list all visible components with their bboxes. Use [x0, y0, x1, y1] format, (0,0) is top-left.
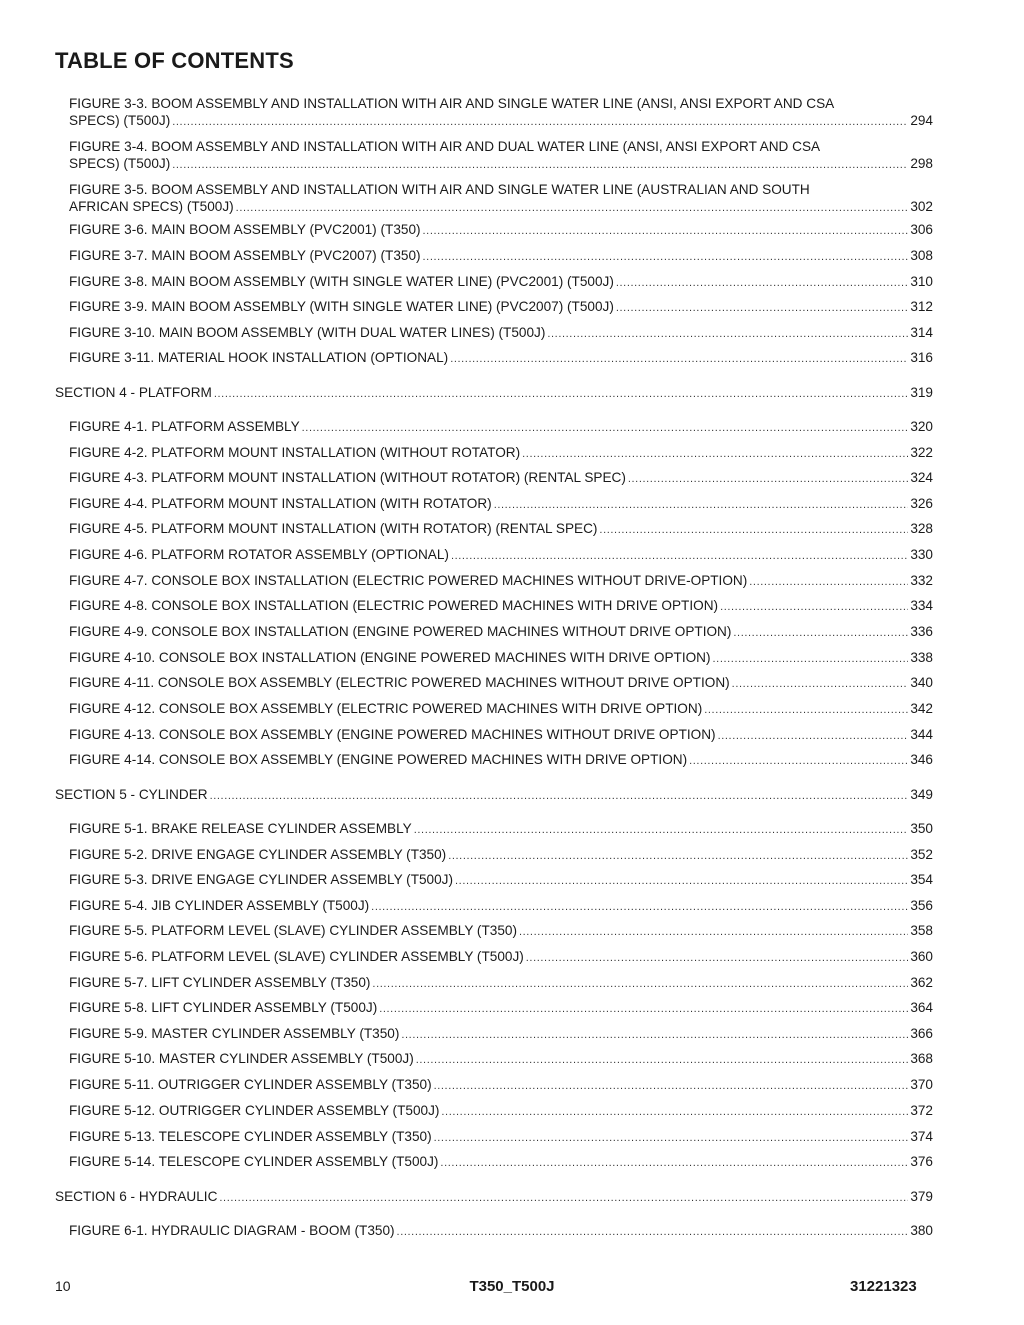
toc-figure-entry[interactable]: [69, 674, 933, 693]
toc-entry-title: FIGURE 4-10. CONSOLE BOX INSTALLATION (ENGINE POWERED MACHINES WITH DRIVE OPTION): [69, 650, 711, 665]
dot-leader: [440, 1153, 908, 1172]
toc-figure-entry[interactable]: [69, 1050, 933, 1069]
toc-figure-entry[interactable]: [69, 1102, 933, 1121]
toc-entry-title: FIGURE 5-8. LIFT CYLINDER ASSEMBLY (T500J): [69, 1000, 378, 1015]
toc-entry-title: FIGURE 4-7. CONSOLE BOX INSTALLATION (ELECTRIC POWERED MACHINES WITHOUT DRIVE-OPTION): [69, 573, 748, 588]
toc-entry-title: FIGURE 5-13. TELESCOPE CYLINDER ASSEMBLY (T350): [69, 1129, 432, 1144]
toc-figure-entry[interactable]: [69, 974, 933, 993]
toc-entry-page: 366: [910, 1026, 933, 1041]
toc-entry-page: 368: [910, 1051, 933, 1066]
toc-figure-entry[interactable]: [69, 820, 933, 839]
toc-figure-entry[interactable]: [69, 469, 933, 488]
toc-entry-title: FIGURE 3-11. MATERIAL HOOK INSTALLATION (OPTIONAL): [69, 350, 449, 365]
toc-entry-title: FIGURE 4-12. CONSOLE BOX ASSEMBLY (ELECTRIC POWERED MACHINES WITH DRIVE OPTION): [69, 701, 703, 716]
dot-leader: [372, 974, 908, 993]
dot-leader: [416, 1050, 909, 1069]
toc-entry-page: 372: [910, 1103, 933, 1118]
dot-leader: [172, 155, 908, 174]
toc-entry-page: 374: [910, 1129, 933, 1144]
dot-leader: [526, 948, 909, 967]
toc-entry-title: FIGURE 4-9. CONSOLE BOX INSTALLATION (ENGINE POWERED MACHINES WITHOUT DRIVE OPTION): [69, 624, 732, 639]
toc-entry-page: 310: [910, 274, 933, 289]
dot-leader: [448, 846, 908, 865]
toc-entry-title-line: FIGURE 3-5. BOOM ASSEMBLY AND INSTALLATION WITH AIR AND SINGLE WATER LINE (AUSTRALIAN AND SOUTH: [69, 182, 810, 197]
toc-figure-entry[interactable]: [69, 700, 933, 719]
toc-entry-title: SECTION 6 - HYDRAULIC: [55, 1189, 218, 1204]
toc-entry-title: FIGURE 5-7. LIFT CYLINDER ASSEMBLY (T350): [69, 975, 371, 990]
toc-entry-page: 320: [910, 419, 933, 434]
toc-entry-page: 346: [910, 752, 933, 767]
toc-entry-page: 316: [910, 350, 933, 365]
toc-entry-page: 332: [910, 573, 933, 588]
toc-figure-entry[interactable]: [69, 999, 933, 1018]
toc-figure-entry[interactable]: [69, 1025, 933, 1044]
toc-figure-entry[interactable]: [69, 138, 933, 174]
toc-figure-entry[interactable]: [69, 444, 933, 463]
toc-entry-title: FIGURE 5-11. OUTRIGGER CYLINDER ASSEMBLY (T350): [69, 1077, 432, 1092]
toc-entry-page: 319: [910, 385, 933, 400]
toc-entry-title: FIGURE 5-6. PLATFORM LEVEL (SLAVE) CYLINDER ASSEMBLY (T500J): [69, 949, 524, 964]
toc-entry-page: 308: [910, 248, 933, 263]
toc-entry-page: 380: [910, 1223, 933, 1238]
toc-figure-entry[interactable]: [69, 649, 933, 668]
toc-figure-entry[interactable]: [69, 1076, 933, 1095]
toc-entry-title: FIGURE 4-13. CONSOLE BOX ASSEMBLY (ENGINE POWERED MACHINES WITHOUT DRIVE OPTION): [69, 727, 716, 742]
dot-leader: [210, 786, 909, 805]
toc-entry-title-line: FIGURE 3-4. BOOM ASSEMBLY AND INSTALLATION WITH AIR AND DUAL WATER LINE (ANSI, ANSI EXPORT AND CSA: [69, 139, 821, 154]
toc-entry-title: FIGURE 4-1. PLATFORM ASSEMBLY: [69, 419, 300, 434]
footer-page-number: 10: [55, 1278, 71, 1294]
toc-entry-page: 376: [910, 1154, 933, 1169]
toc-figure-entry[interactable]: [69, 726, 933, 745]
toc-entry-title: FIGURE 5-4. JIB CYLINDER ASSEMBLY (T500J): [69, 898, 370, 913]
toc-entry-title: FIGURE 3-9. MAIN BOOM ASSEMBLY (WITH SINGLE WATER LINE) (PVC2007) (T500J): [69, 299, 614, 314]
toc-figure-entry[interactable]: [69, 324, 933, 343]
footer-doc-number: 31221323: [850, 1278, 917, 1295]
toc-entry-title: FIGURE 4-14. CONSOLE BOX ASSEMBLY (ENGINE POWERED MACHINES WITH DRIVE OPTION): [69, 752, 688, 767]
toc-figure-entry[interactable]: [69, 273, 933, 292]
toc-figure-entry[interactable]: [69, 897, 933, 916]
dot-leader: [414, 820, 909, 839]
dot-leader: [371, 897, 908, 916]
toc-figure-entry[interactable]: [69, 597, 933, 616]
toc-entry-page: 330: [910, 547, 933, 562]
toc-entry-page: 344: [910, 727, 933, 742]
toc-entry-page: 379: [910, 1189, 933, 1204]
toc-entry-title: FIGURE 5-12. OUTRIGGER CYLINDER ASSEMBLY (T500J): [69, 1103, 440, 1118]
toc-figure-entry[interactable]: [69, 546, 933, 565]
dot-leader: [172, 112, 908, 131]
toc-figure-entry[interactable]: [69, 846, 933, 865]
dot-leader: [522, 444, 908, 463]
dot-leader: [302, 418, 909, 437]
toc-figure-entry[interactable]: [69, 572, 933, 591]
dot-leader: [713, 649, 909, 668]
page-title: TABLE OF CONTENTS: [55, 48, 294, 73]
toc-entry-title: FIGURE 4-3. PLATFORM MOUNT INSTALLATION (WITHOUT ROTATOR) (RENTAL SPEC): [69, 470, 626, 485]
toc-entry-page: 352: [910, 847, 933, 862]
footer-model: T350_T500J: [469, 1278, 555, 1295]
toc-entry-title: SPECS) (T500J): [69, 156, 171, 171]
toc-figure-entry[interactable]: [69, 418, 933, 437]
toc-figure-entry[interactable]: [69, 298, 933, 317]
toc-entry-page: 356: [910, 898, 933, 913]
toc-figure-entry[interactable]: [69, 623, 933, 642]
dot-leader: [494, 495, 909, 514]
dot-leader: [423, 247, 909, 266]
dot-leader: [455, 871, 908, 890]
toc-figure-entry[interactable]: [69, 948, 933, 967]
dot-leader: [689, 751, 908, 770]
dot-leader: [547, 324, 908, 343]
toc-section-entry[interactable]: [55, 384, 933, 403]
toc-figure-entry[interactable]: [69, 1128, 933, 1147]
toc-entry-title: AFRICAN SPECS) (T500J): [69, 199, 234, 214]
toc-entry-title: FIGURE 5-1. BRAKE RELEASE CYLINDER ASSEMBLY: [69, 821, 412, 836]
dot-leader: [214, 384, 908, 403]
toc-entry-page: 340: [910, 675, 933, 690]
toc-entry-title: FIGURE 3-10. MAIN BOOM ASSEMBLY (WITH DUAL WATER LINES) (T500J): [69, 325, 546, 340]
toc-entry-page: 328: [910, 521, 933, 536]
toc-entry-title: FIGURE 3-7. MAIN BOOM ASSEMBLY (PVC2007) (T350): [69, 248, 421, 263]
dot-leader: [749, 572, 908, 591]
toc-entry-page: 362: [910, 975, 933, 990]
toc-figure-entry[interactable]: [69, 751, 933, 770]
toc-figure-entry[interactable]: [69, 520, 933, 539]
toc-entry-title: SECTION 4 - PLATFORM: [55, 385, 212, 400]
toc-entry-title: FIGURE 6-1. HYDRAULIC DIAGRAM - BOOM (T350): [69, 1223, 395, 1238]
toc-entry-page: 360: [910, 949, 933, 964]
toc-entry-title: FIGURE 5-14. TELESCOPE CYLINDER ASSEMBLY (T500J): [69, 1154, 439, 1169]
toc-entry-page: 349: [910, 787, 933, 802]
toc-figure-entry[interactable]: [69, 1153, 933, 1172]
dot-leader: [616, 298, 908, 317]
dot-leader: [718, 726, 909, 745]
dot-leader: [397, 1222, 909, 1241]
dot-leader: [423, 221, 909, 240]
dot-leader: [434, 1076, 909, 1095]
toc-entry-page: 354: [910, 872, 933, 887]
toc-entry-title-line: FIGURE 3-3. BOOM ASSEMBLY AND INSTALLATION WITH AIR AND SINGLE WATER LINE (ANSI, ANSI EXPORT AND CSA: [69, 96, 835, 111]
dot-leader: [451, 546, 908, 565]
toc-entry-title: FIGURE 4-4. PLATFORM MOUNT INSTALLATION (WITH ROTATOR): [69, 496, 492, 511]
dot-leader: [616, 273, 908, 292]
toc-figure-entry[interactable]: [69, 247, 933, 266]
toc-entry-page: 334: [910, 598, 933, 613]
toc-entry-title: FIGURE 4-8. CONSOLE BOX INSTALLATION (ELECTRIC POWERED MACHINES WITH DRIVE OPTION): [69, 598, 719, 613]
dot-leader: [720, 597, 908, 616]
toc-section-entry[interactable]: [55, 786, 933, 805]
dot-leader: [732, 674, 909, 693]
dot-leader: [219, 1188, 908, 1207]
toc-entry-page: 298: [910, 156, 933, 171]
dot-leader: [401, 1025, 908, 1044]
dot-leader: [434, 1128, 909, 1147]
toc-entry-page: 322: [910, 445, 933, 460]
toc-entry-page: 342: [910, 701, 933, 716]
toc-entry-page: 326: [910, 496, 933, 511]
toc-entry-title: SPECS) (T500J): [69, 113, 171, 128]
dot-leader: [379, 999, 908, 1018]
toc-entry-page: 294: [910, 113, 933, 128]
toc-entry-title: FIGURE 4-5. PLATFORM MOUNT INSTALLATION (WITH ROTATOR) (RENTAL SPEC): [69, 521, 598, 536]
toc-entry-page: 324: [910, 470, 933, 485]
toc-entry-title: FIGURE 5-2. DRIVE ENGAGE CYLINDER ASSEMBLY (T350): [69, 847, 447, 862]
dot-leader: [628, 469, 908, 488]
dot-leader: [704, 700, 908, 719]
toc-figure-entry[interactable]: [69, 95, 933, 131]
toc-entry-title: FIGURE 5-9. MASTER CYLINDER ASSEMBLY (T350): [69, 1026, 400, 1041]
toc-entry-title: FIGURE 4-11. CONSOLE BOX ASSEMBLY (ELECTRIC POWERED MACHINES WITHOUT DRIVE OPTION): [69, 675, 730, 690]
toc-entry-title: FIGURE 3-8. MAIN BOOM ASSEMBLY (WITH SINGLE WATER LINE) (PVC2001) (T500J): [69, 274, 614, 289]
toc-entry-page: 312: [910, 299, 933, 314]
toc-figure-entry[interactable]: [69, 221, 933, 240]
toc-entry-page: 370: [910, 1077, 933, 1092]
toc-entry-page: 314: [910, 325, 933, 340]
toc-entry-page: 338: [910, 650, 933, 665]
toc-figure-entry[interactable]: [69, 181, 933, 217]
toc-entry-page: 306: [910, 222, 933, 237]
dot-leader: [599, 520, 908, 539]
toc-section-entry[interactable]: [55, 1188, 933, 1207]
toc-entry-title: FIGURE 5-5. PLATFORM LEVEL (SLAVE) CYLINDER ASSEMBLY (T350): [69, 923, 517, 938]
toc-entry-page: 350: [910, 821, 933, 836]
dot-leader: [236, 198, 909, 217]
toc-entry-page: 336: [910, 624, 933, 639]
toc-figure-entry[interactable]: [69, 495, 933, 514]
toc-figure-entry[interactable]: [69, 1222, 933, 1241]
toc-entry-title: FIGURE 4-6. PLATFORM ROTATOR ASSEMBLY (OPTIONAL): [69, 547, 449, 562]
dot-leader: [519, 922, 908, 941]
toc-entry-page: 302: [910, 199, 933, 214]
toc-entry-title: FIGURE 4-2. PLATFORM MOUNT INSTALLATION (WITHOUT ROTATOR): [69, 445, 521, 460]
toc-entry-title: FIGURE 5-3. DRIVE ENGAGE CYLINDER ASSEMBLY (T500J): [69, 872, 454, 887]
toc-figure-entry[interactable]: [69, 349, 933, 368]
toc-entry-page: 364: [910, 1000, 933, 1015]
toc-entry-title: FIGURE 3-6. MAIN BOOM ASSEMBLY (PVC2001) (T350): [69, 222, 421, 237]
toc-figure-entry[interactable]: [69, 871, 933, 890]
toc-entry-title: FIGURE 5-10. MASTER CYLINDER ASSEMBLY (T500J): [69, 1051, 414, 1066]
dot-leader: [733, 623, 908, 642]
toc-entry-title: SECTION 5 - CYLINDER: [55, 787, 208, 802]
toc-figure-entry[interactable]: [69, 922, 933, 941]
dot-leader: [441, 1102, 908, 1121]
dot-leader: [450, 349, 908, 368]
toc-entry-page: 358: [910, 923, 933, 938]
